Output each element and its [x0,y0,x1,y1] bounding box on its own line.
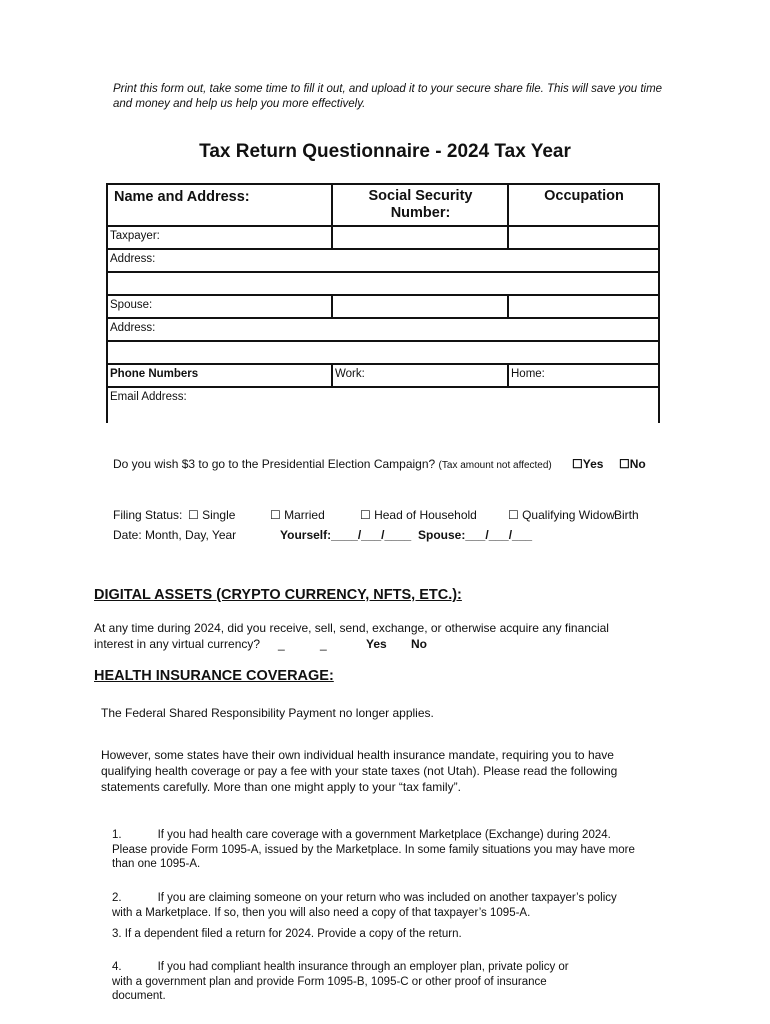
home-phone-label: Home: [511,368,545,380]
email-label: Email Address: [110,391,187,403]
spouse-row[interactable] [106,294,660,319]
health-item-1: 1. If you had health care coverage with a government Marketplace (Exchange) during 2024. Please provide Form 1095-A, issued by the Marketplace. In some family situations you may have more than one 1095-A. [112,829,635,870]
filing-hoh-checkbox[interactable]: ☐ Head of Household [360,508,477,522]
digital-blank-1[interactable]: _ [278,637,285,651]
intro-text: Print this form out, take some time to fill it out, and upload it to your secure share file. This will save you time and money and help us help you more effectively. [113,83,663,110]
health-paragraph-2: However, some states have their own individual health insurance mandate, requiring you to have qualifying health coverage or pay a fee with your state taxes (not Utah). Please read the following statements carefully. More than one might apply to your “tax family”. [101,748,618,794]
page-title: Tax Return Questionnaire - 2024 Tax Year [199,141,571,162]
election-note: (Tax amount not affected) [438,460,552,471]
spouse-label: Spouse: [110,299,153,311]
email-row[interactable] [106,386,660,423]
spouse-address-line2[interactable] [106,340,660,365]
header-occupation: Occupation [544,188,624,204]
taxpayer-address-line2[interactable] [106,271,660,296]
health-heading: HEALTH INSURANCE COVERAGE: [94,668,334,684]
digital-blank-2[interactable]: _ [320,637,327,651]
birth-label: Birth [614,508,639,522]
taxpayer-address-row[interactable] [106,248,660,273]
health-item-3: 3. If a dependent filed a return for 2024. Provide a copy of the return. [112,928,462,940]
health-item-4: 4. If you had compliant health insurance through an employer plan, private policy or with a government plan and provide Form 1095-B, 1095-C or other proof of insurance document. [112,961,569,1002]
election-question: Do you wish $3 to go to the Presidential Election Campaign? (Tax amount not affected) [113,457,552,471]
birth-date-label: Date: Month, Day, Year [113,528,237,542]
taxpayer-address-label: Address: [110,253,156,265]
digital-question-line1: At any time during 2024, did you receive, sell, send, exchange, or otherwise acquire any financial [94,621,609,635]
filing-single-checkbox[interactable]: ☐ Single [188,508,236,522]
phone-row[interactable] [106,363,660,388]
header-name-address: Name and Address: [114,189,250,205]
digital-yes[interactable]: Yes [366,637,387,651]
work-phone-label: Work: [335,368,365,380]
filing-widow-checkbox[interactable]: ☐ Qualifying Widow [508,508,615,522]
spouse-address-row[interactable] [106,317,660,342]
digital-no[interactable]: No [411,637,427,651]
header-ssn: Social Security Number: [368,188,473,221]
spouse-birth-date[interactable]: Spouse:___/___/___ [418,528,533,542]
digital-assets-heading: DIGITAL ASSETS (CRYPTO CURRENCY, NFTS, ETC.): [94,587,462,603]
yourself-birth-date[interactable]: Yourself:____/___/____ [280,528,412,542]
taxpayer-row[interactable] [106,225,660,250]
filing-married-checkbox[interactable]: ☐ Married [270,508,325,522]
health-paragraph-1: The Federal Shared Responsibility Payment no longer applies. [101,706,434,720]
election-no-checkbox[interactable]: ☐No [619,457,646,471]
digital-question-line2: interest in any virtual currency? [94,637,261,651]
taxpayer-label: Taxpayer: [110,230,160,242]
filing-status-label: Filing Status: [113,508,183,522]
phone-label: Phone Numbers [110,368,199,380]
health-item-2: 2. If you are claiming someone on your return who was included on another taxpayer’s policy with a Marketplace. If so, then you will also need a copy of that taxpayer’s 1095-A. [112,892,617,919]
table-header-row [106,183,660,227]
election-yes-checkbox[interactable]: ☐Yes [572,457,604,471]
spouse-address-label: Address: [110,322,156,334]
